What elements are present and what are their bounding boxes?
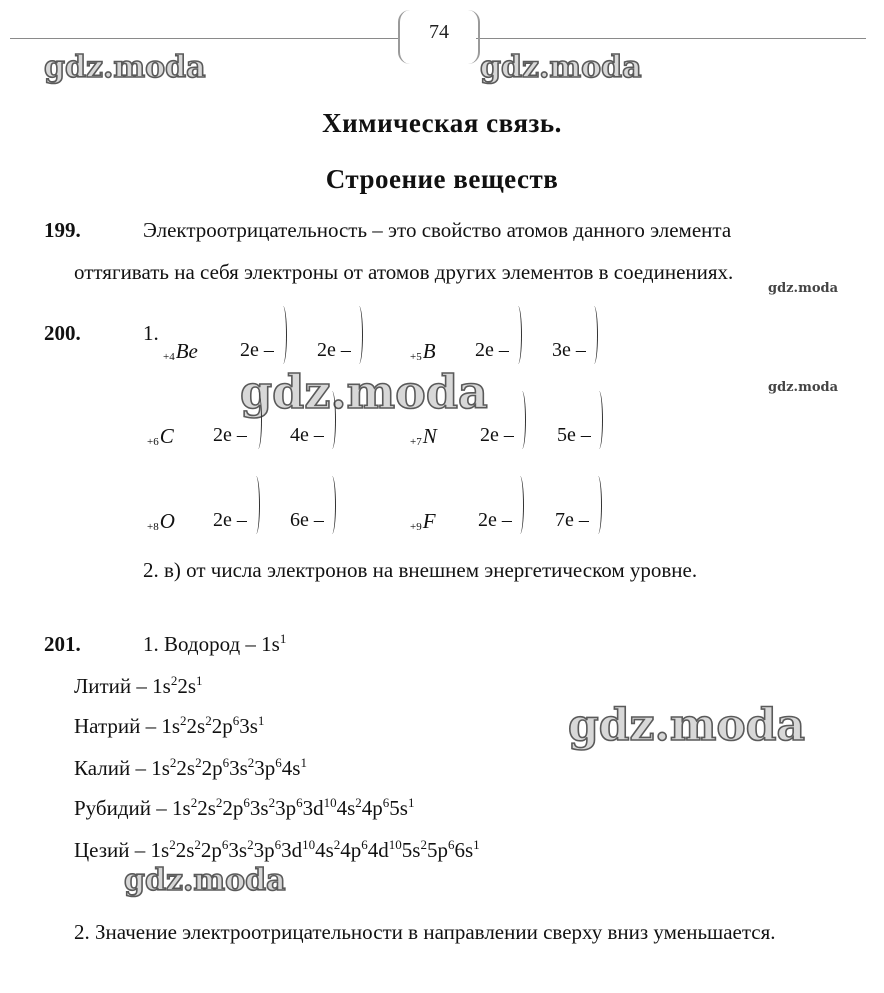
shell-arc [594, 476, 602, 534]
shell-n-2: 5e – [557, 424, 591, 446]
watermark: gdz.moda [768, 281, 839, 296]
shell-n-1: 2e – [480, 424, 514, 446]
config-lithium: Литий – $1s^22s^1$ [74, 673, 203, 698]
chapter-subtitle: Строение веществ [325, 164, 559, 194]
atom-b: $_{+5}$B [410, 339, 436, 363]
shell-f-2: 7e – [555, 509, 589, 531]
chapter-title: Химическая связь. [322, 108, 562, 138]
config-potassium: Калий – $1s^22s^22p^63s^23p^64s^1$ [74, 755, 307, 780]
task-200-part2: 2. в) от числа электронов на внешнем энергетическом уровне. [143, 558, 698, 582]
shell-f-1: 2e – [478, 509, 512, 531]
task-201-part2: 2. Значение электроотрицательности в направлении сверху вниз уменьшается. [74, 920, 776, 944]
watermark: gdz.moda [44, 50, 206, 85]
task-number-199: 199. [44, 218, 81, 242]
shell-arc [355, 306, 363, 364]
config-hydrogen: 1. Водород – $1s^1$ [143, 631, 287, 656]
shell-be-1: 2e – [240, 339, 274, 361]
watermark: gdz.moda [124, 863, 286, 898]
shell-o-1: 2e – [213, 509, 247, 531]
shell-arc [595, 391, 603, 449]
shell-o-2: 6e – [290, 509, 324, 531]
config-rubidium: Рубидий – $1s^22s^22p^63s^23p^63d^{10}4s^24p^65s^1$ [74, 795, 415, 820]
config-cesium: Цезий – $1s^22s^22p^63s^23p^63d^{10}4s^24p^64d^{10}5s^25p^66s^1$ [74, 837, 480, 862]
shell-b-2: 3e – [552, 339, 586, 361]
config-sodium: Натрий – $1s^22s^22p^63s^1$ [74, 713, 265, 738]
watermark: gdz.moda [768, 380, 839, 395]
atom-f: $_{+9}$F [410, 509, 436, 533]
shell-arc [254, 391, 262, 449]
shell-arc [328, 391, 336, 449]
atom-be: $_{+4}$Be [163, 339, 198, 363]
task-number-201: 201. [44, 632, 81, 656]
watermark: gdz.moda [240, 365, 488, 419]
task-199-text-line1: Электроотрицательность – это свойство атомов данного элемента [143, 218, 732, 242]
page-number: 74 [398, 10, 480, 64]
shell-arc [518, 391, 526, 449]
shell-arc [252, 476, 260, 534]
watermark: gdz.moda [480, 50, 642, 85]
atom-n: $_{+7}$N [410, 424, 437, 448]
task-200-part1-label: 1. [143, 321, 159, 345]
shell-arc [514, 306, 522, 364]
header-rule-right [476, 38, 866, 39]
task-number-200: 200. [44, 321, 81, 345]
shell-c-1: 2e – [213, 424, 247, 446]
atom-c: $_{+6}$C [147, 424, 174, 448]
watermark: gdz.moda [568, 700, 806, 751]
shell-arc [590, 306, 598, 364]
atom-o: $_{+8}$O [147, 509, 175, 533]
header-rule-left [10, 38, 400, 39]
shell-arc [516, 476, 524, 534]
shell-arc [279, 306, 287, 364]
shell-be-2: 2e – [317, 339, 351, 361]
task-199-text-line2: оттягивать на себя электроны от атомов других элементов в соединениях. [74, 260, 734, 284]
shell-arc [328, 476, 336, 534]
shell-c-2: 4e – [290, 424, 324, 446]
shell-b-1: 2e – [475, 339, 509, 361]
